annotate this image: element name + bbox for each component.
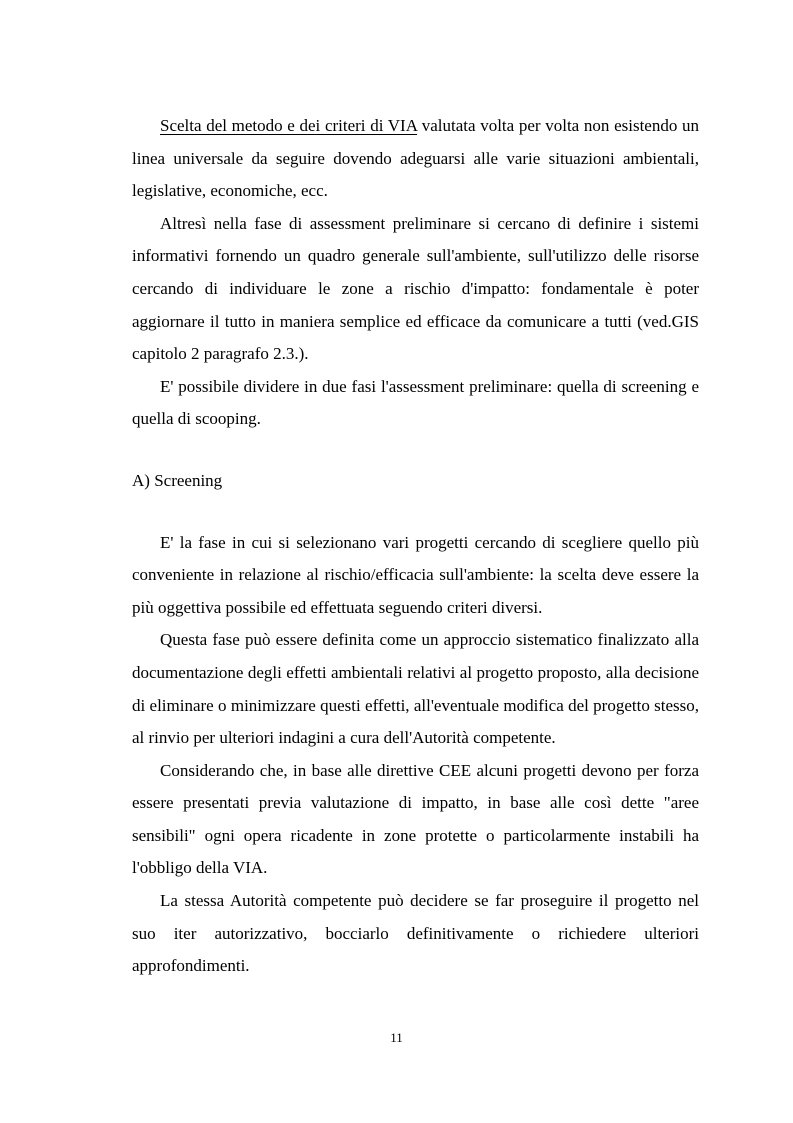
intro-paragraph-3: E' possibile dividere in due fasi l'assessment preliminare: quella di screening e quella di scooping. bbox=[132, 376, 699, 429]
section-heading-screening: A) Screening bbox=[132, 470, 223, 490]
screening-paragraph-3: Considerando che, in base alle direttive CEE alcuni progetti devono per forza essere presentati previa valutazione di impatto, in base alle così dette "aree sensibili" ogni opera ricadente in zone protette o particolarmente instabili ha l'obbligo della VIA. bbox=[132, 760, 699, 878]
page-number: 11 bbox=[390, 1030, 403, 1045]
intro-paragraph-1 bbox=[132, 110, 699, 208]
screening-paragraph-4: La stessa Autorità competente può decidere se far proseguire il progetto nel suo iter autorizzativo, bocciarlo definitivamente o richiedere ulteriori approfondimenti. bbox=[132, 891, 699, 976]
screening-paragraph-2: Questa fase può essere definita come un approccio sistematico finalizzato alla documentazione degli effetti ambientali relativi al progetto proposto, alla decisione di eliminare o minimizzare questi effetti, all'eventuale modifica del progetto stesso, al rinvio per ulteriori indagini a cura dell'Autorità competente. bbox=[132, 630, 699, 748]
document-page bbox=[132, 110, 699, 983]
screening-paragraph-1: E' la fase in cui si selezionano vari progetti cercando di scegliere quello più conveniente in relazione al rischio/efficacia sull'ambiente: la scelta deve essere la più oggettiva possibile ed effettuata seguendo criteri diversi. bbox=[132, 532, 699, 617]
intro-paragraph-2: Altresì nella fase di assessment preliminare si cercano di definire i sistemi informativi fornendo un quadro generale sull'ambiente, sull'utilizzo delle risorse cercando di individuare le zone a rischio d'impatto: fondamentale è poter aggiornare il tutto in maniera semplice ed efficace da comunicare a tutti (ved.GIS capitolo 2 paragrafo 2.3.). bbox=[132, 213, 699, 364]
paragraph-text: valutata volta per volta non esistendo un linea universale da seguire dovendo adeguarsi alle varie situazioni ambientali, legislative, economiche, ecc. bbox=[132, 116, 699, 201]
underlined-lead-phrase: Scelta del metodo e dei criteri di VIA bbox=[160, 116, 418, 135]
